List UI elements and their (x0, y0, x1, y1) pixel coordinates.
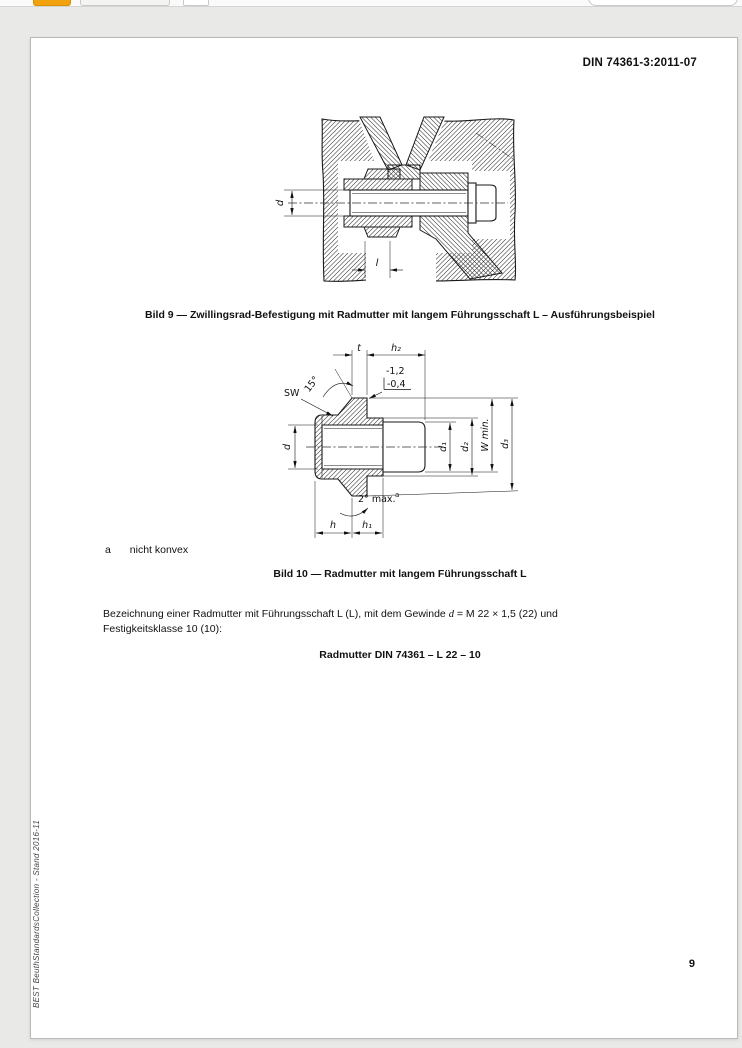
dropdown-button[interactable] (80, 0, 170, 6)
figure10-footnote (105, 544, 188, 556)
figure10-drawing (278, 340, 528, 552)
dim-label-w-min: W min. (480, 418, 491, 452)
dim-label-d1: d₁ (438, 442, 449, 452)
designation-line2: Festigkeitsklasse 10 (10): (103, 623, 223, 635)
footnote-text: nicht konvex (129, 544, 189, 556)
dim-label-d2: d₂ (460, 442, 471, 452)
dim-label-sw: SW (284, 388, 300, 399)
dim-label-d: d (275, 199, 286, 207)
dim-label-15deg: 15° (302, 374, 322, 395)
designation-result: Radmutter DIN 74361 – L 22 – 10 (319, 649, 481, 661)
figure10-caption: Bild 10 — Radmutter mit langem Führungsschaft L (273, 568, 527, 580)
angle-2deg-note (340, 491, 399, 516)
tolerance-note (369, 366, 411, 399)
search-field[interactable] (588, 0, 738, 6)
dim-label-h2: h₂ (391, 343, 401, 354)
figure9-drawing (272, 113, 522, 288)
dim-label-d: d (282, 443, 293, 451)
dim-label-h: h (329, 520, 337, 531)
dim-label-l: l (375, 258, 379, 269)
document-header: DIN 74361-3:2011-07 (582, 57, 697, 69)
footnote-marker: a (105, 544, 111, 556)
small-field[interactable] (183, 0, 209, 6)
orange-action-button[interactable] (33, 0, 71, 6)
chamfer-angle-15 (303, 369, 353, 398)
designation-line1 (103, 607, 678, 622)
dim-label-2deg-sup: a (395, 491, 400, 499)
dim-label-h1: h₁ (362, 520, 372, 531)
designation-line1-after: = M 22 × 1,5 (22) und (453, 608, 558, 620)
designation-paragraph (103, 607, 678, 637)
dim-label-2deg: 2° max. (358, 494, 396, 505)
document-page (30, 37, 738, 1039)
tolerance-upper: -1,2 (386, 366, 405, 377)
dim-label-t: t (357, 343, 361, 354)
viewer-toolbar (0, 0, 742, 7)
designation-line1-before: Bezeichnung einer Radmutter mit Führungsschaft L (L), mit dem Gewinde (103, 608, 449, 620)
designation-symbol-d: d (448, 609, 454, 620)
collection-watermark: BEST BeuthStandardsCollection - Stand 2016-11 (32, 819, 41, 1008)
tolerance-lower: -0,4 (387, 379, 406, 390)
page-number: 9 (688, 958, 695, 970)
figure9-caption: Bild 9 — Zwillingsrad-Befestigung mit Radmutter mit langem Führungsschaft L – Ausführungsbeispiel (145, 309, 655, 321)
dim-label-d3: d₃ (500, 439, 511, 449)
